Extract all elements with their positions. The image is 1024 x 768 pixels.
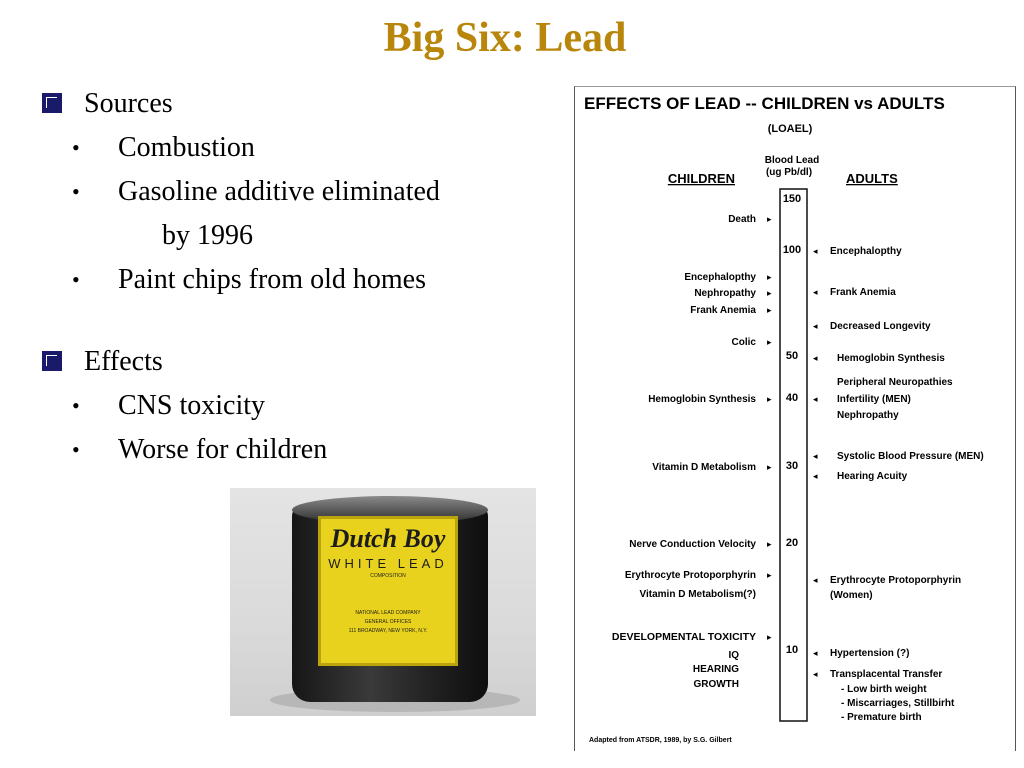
can-brand: Dutch Boy [330,524,446,553]
chart-title: EFFECTS OF LEAD -- CHILDREN vs ADULTS [584,94,945,113]
sources-heading-text: Sources [84,88,173,119]
scale-ticks [783,193,801,656]
children-effect-label: Nerve Conduction Velocity [629,539,756,550]
sources-item-text: Paint chips from old homes [118,264,426,295]
bullet-list [42,82,440,472]
children-effect-label: Colic [731,337,756,348]
adults-effect-label: Hypertension (?) [830,648,910,659]
chart-subtitle: (LOAEL) [767,123,813,135]
adults-effect-label: Frank Anemia [830,287,896,298]
children-header: CHILDREN [667,171,735,186]
arrow-right-icon: ▸ [767,215,772,225]
can-label [318,516,458,666]
adults-effect-label: Peripheral Neuropathies [837,377,953,388]
children-effect-label: HEARING [692,664,739,675]
adults-header: ADULTS [846,171,898,186]
arrow-right-icon: ▸ [767,273,772,283]
scale-value: 100 [782,244,802,256]
sources-item-text: Gasoline additive eliminated [118,176,440,207]
effects-item-text: CNS toxicity [118,390,266,421]
can-product: WHITE LEAD [328,556,448,571]
adults-effect-label: - Miscarriages, Stillbirht [841,698,955,709]
bullet-dot-icon: • [72,267,80,292]
adults-effect-label: Encephalopthy [830,246,902,257]
effects-item-text: Worse for children [118,434,328,465]
slide-title: Big Six: Lead [383,15,627,61]
children-effect-label: DEVELOPMENTAL TOXICITY [611,631,756,643]
children-effects [612,214,772,690]
bullet-dot-icon: • [72,135,80,160]
children-effect-label: GROWTH [693,679,739,690]
arrow-right-icon: ▸ [767,540,772,550]
adults-effect-label: Nephropathy [837,410,899,421]
children-effect-label: Vitamin D Metabolism [652,462,756,473]
arrow-left-icon: ◂ [813,576,818,586]
children-effect-label: IQ [728,650,739,661]
adults-effect-label: Transplacental Transfer [830,669,943,680]
checkbox-bullet-icon [42,351,62,371]
adults-effect-label: Systolic Blood Pressure (MEN) [837,451,984,462]
adults-effect-label: Decreased Longevity [830,321,931,332]
sources-item-text: Combustion [118,132,255,163]
bullet-dot-icon: • [72,393,80,418]
scale-value: 30 [785,460,799,472]
children-effect-label: Frank Anemia [690,305,756,316]
children-effect-label: Encephalopthy [684,272,756,283]
arrow-left-icon: ◂ [813,472,818,482]
arrow-right-icon: ▸ [767,338,772,348]
arrow-left-icon: ◂ [813,354,818,364]
effects-item [42,428,440,472]
bullet-dot-icon: • [72,437,80,462]
arrow-right-icon: ▸ [767,395,772,405]
can-offices: GENERAL OFFICES [364,619,412,625]
arrow-left-icon: ◂ [813,247,818,257]
effects-heading-text: Effects [84,346,163,377]
sources-item [42,258,440,302]
blood-lead-scale-bar [780,189,807,721]
adults-effect-label: Erythrocyte Protoporphyrin [830,575,962,586]
children-effect-label: Vitamin D Metabolism(?) [639,589,756,600]
scale-value: 10 [785,644,799,656]
axis-label-line1: Blood Lead [764,155,820,166]
effects-heading [42,340,440,384]
adults-effect-label: Hemoglobin Synthesis [837,353,945,364]
can-address: 111 BROADWAY, NEW YORK, N.Y. [348,628,428,634]
children-effect-label: Erythrocyte Protoporphyrin [624,570,756,581]
adults-effect-label: Infertility (MEN) [837,394,911,405]
adults-effect-label: - Low birth weight [841,684,927,695]
lead-paint-can-photo [230,488,536,716]
arrow-right-icon: ▸ [767,306,772,316]
can-composition: COMPOSITION [370,573,406,579]
adults-effect-label: Hearing Acuity [837,471,908,482]
scale-value: 40 [785,392,799,404]
sources-item [42,126,440,170]
arrow-right-icon: ▸ [767,463,772,473]
chart-footnote: Adapted from ATSDR, 1989, by S.G. Gilbert [589,737,732,744]
effects-item [42,384,440,428]
bullet-dot-icon: • [72,179,80,204]
arrow-right-icon: ▸ [767,289,772,299]
sources-heading [42,82,440,126]
sources-item [42,170,440,214]
arrow-left-icon: ◂ [813,322,818,332]
arrow-left-icon: ◂ [813,649,818,659]
children-effect-label: Nephropathy [694,288,756,299]
scale-value: 150 [782,193,802,205]
lead-effects-chart [574,86,1016,751]
arrow-right-icon: ▸ [767,571,772,581]
adults-effects [813,246,984,723]
children-effect-label: Death [728,214,756,225]
scale-value: 20 [785,537,799,549]
scale-value: 50 [785,350,799,362]
adults-effect-label: - Premature birth [841,712,922,723]
axis-label-line2: (ug Pb/dl) [765,167,813,178]
arrow-left-icon: ◂ [813,288,818,298]
arrow-left-icon: ◂ [813,670,818,680]
can-company: NATIONAL LEAD COMPANY [355,610,421,616]
adults-effect-label: (Women) [830,590,873,601]
arrow-right-icon: ▸ [767,633,772,643]
lead-effects-chart-svg [575,87,1015,751]
children-effect-label: Hemoglobin Synthesis [648,394,756,405]
checkbox-bullet-icon [42,93,62,113]
arrow-left-icon: ◂ [813,452,818,462]
sources-item-continuation: by 1996 [162,220,253,251]
arrow-left-icon: ◂ [813,395,818,405]
